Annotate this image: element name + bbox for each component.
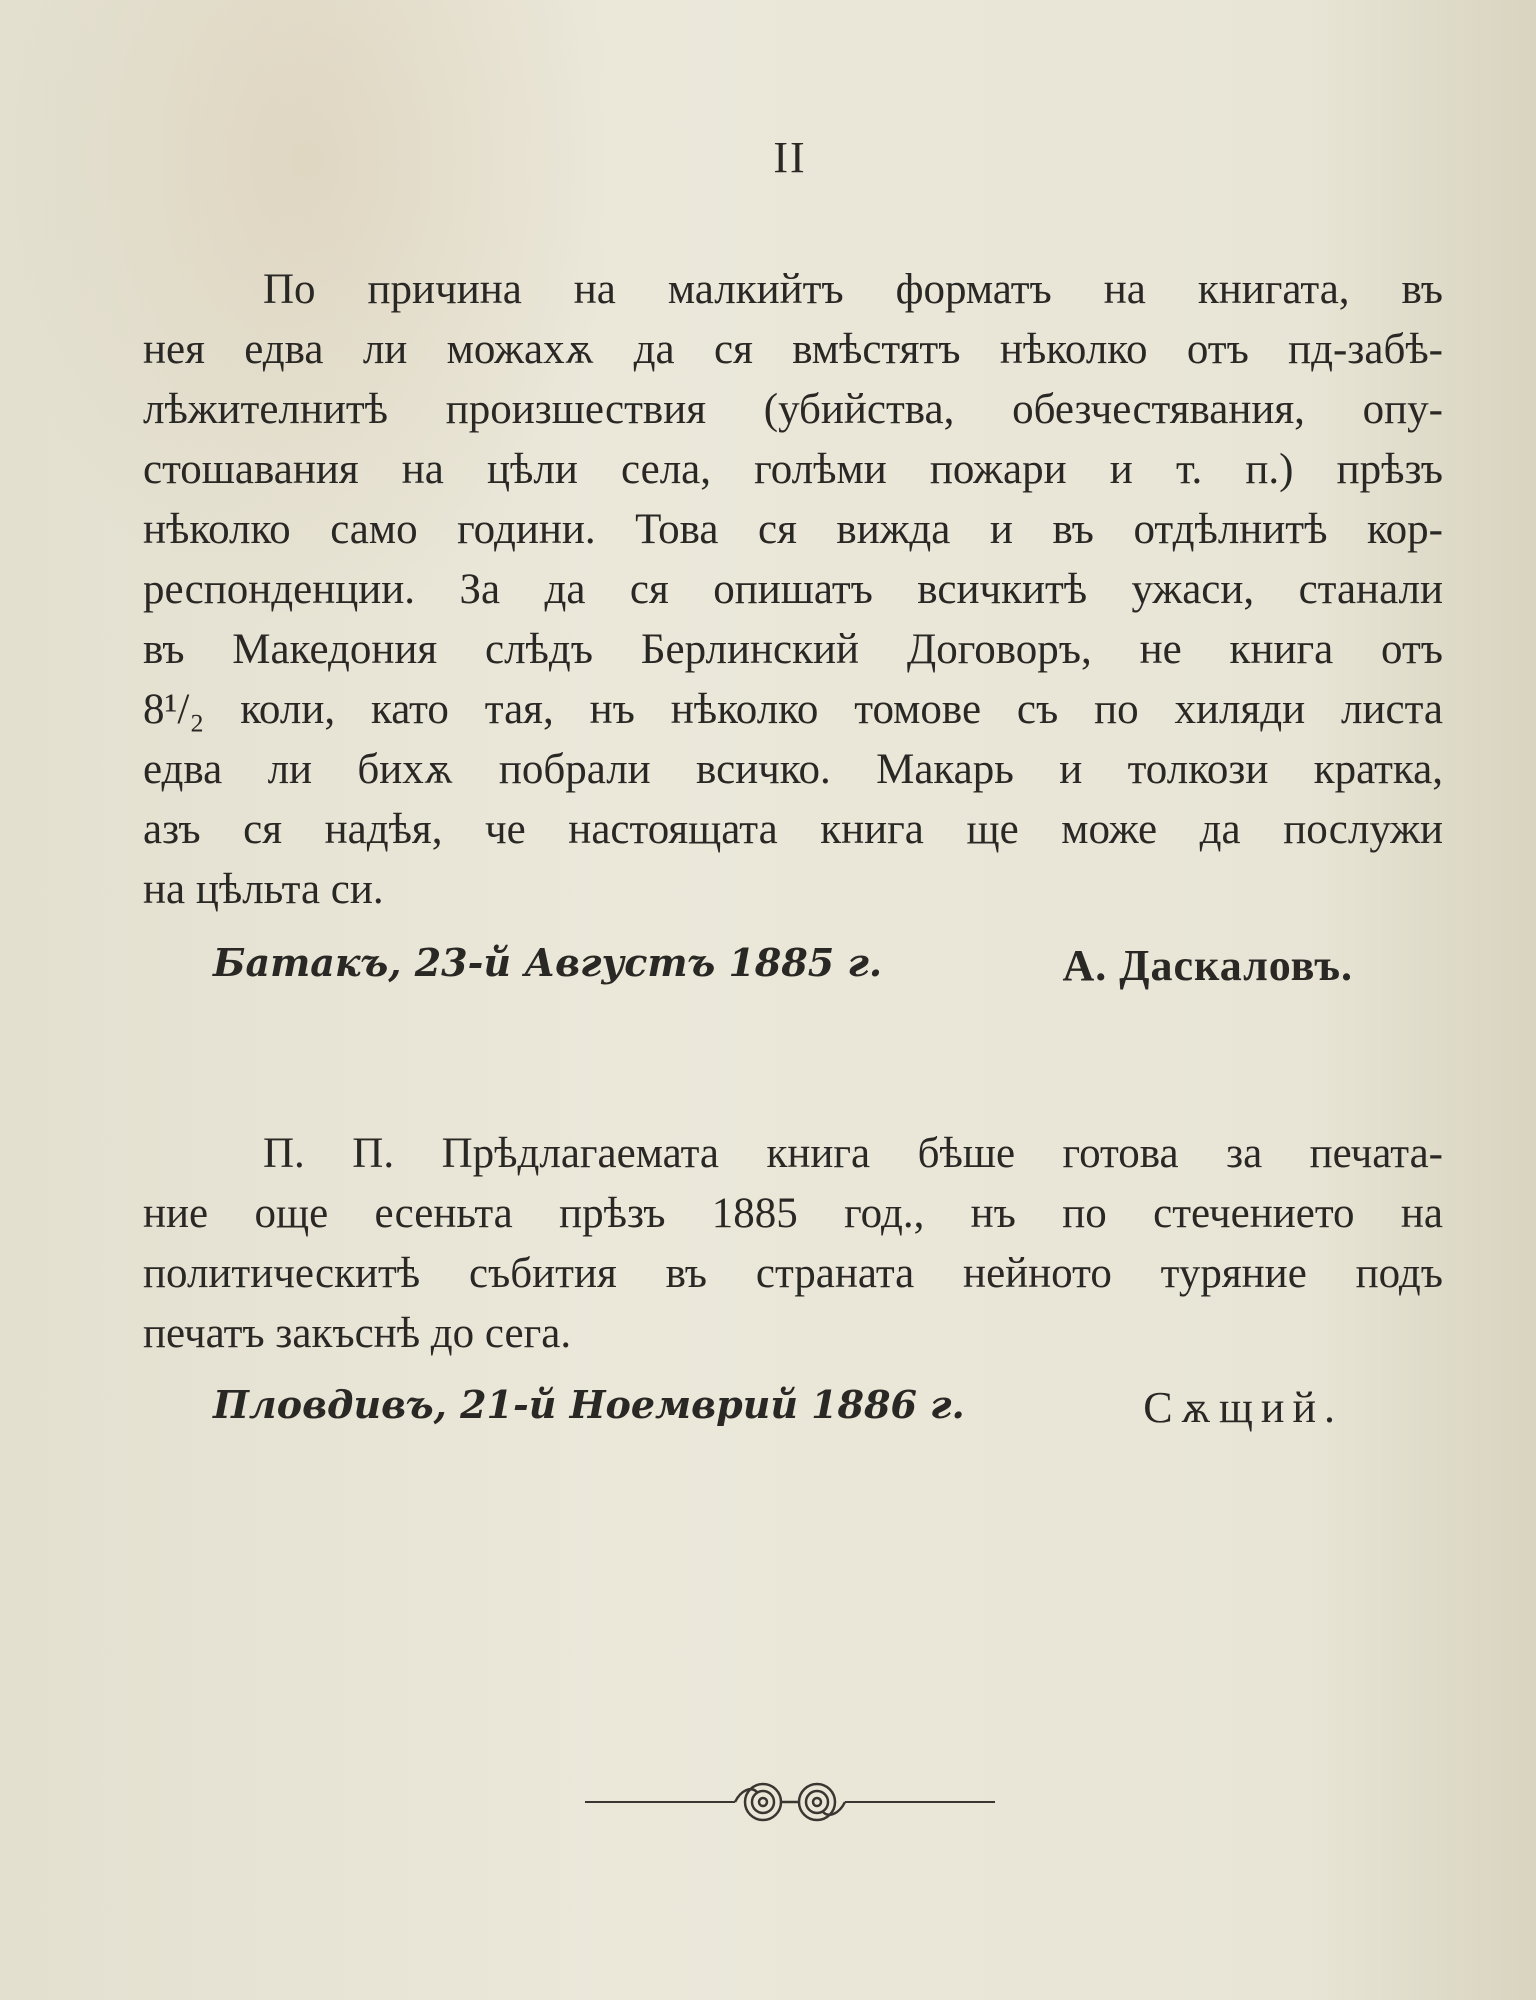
- author-name: Сѫщий.: [1143, 1383, 1343, 1432]
- page-number: II: [773, 133, 807, 182]
- preface-paragraph: [143, 260, 1443, 920]
- text-line: 8¹/₂ коли, като тая, нъ нѣколко томове съ по хиляди листа: [143, 686, 1443, 733]
- place-date: Батакъ, 23-й Августъ 1885 г.: [213, 940, 883, 985]
- text-line: на цѣльта си.: [143, 866, 384, 913]
- text-line: печатъ закъснѣ до сега.: [143, 1310, 572, 1357]
- text-line: политическитѣ събития въ страната нейното туряние подъ: [143, 1250, 1443, 1297]
- ornament-divider: [585, 1772, 995, 1832]
- text-line: въ Македония слѣдъ Берлинский Договоръ, не книга отъ: [143, 626, 1443, 673]
- text-line: едва ли бихѫ побрали всичко. Макарь и толкози кратка,: [143, 746, 1443, 793]
- postscript-paragraph: [143, 1124, 1443, 1364]
- signature-block: [213, 1382, 1393, 1442]
- text-line: П. П. Прѣдлагаемата книга бѣше готова за печата-: [263, 1130, 1443, 1177]
- text-line: лѣжителнитѣ произшествия (убийства, обезчестявания, опу-: [143, 386, 1443, 433]
- signature-block: [213, 940, 1393, 1000]
- text-line: По причина на малкийтъ форматъ на книгата, въ: [263, 266, 1443, 313]
- author-name: А. Даскаловъ.: [1062, 941, 1353, 990]
- text-line: ние още есеньта прѣзъ 1885 год., нъ по стечението на: [143, 1190, 1443, 1237]
- place-date: Пловдивъ, 21-й Ноемврий 1886 г.: [213, 1382, 965, 1427]
- text-line: респонденции. За да ся опишатъ всичкитѣ ужаси, станали: [143, 566, 1443, 613]
- text-line: нея едва ли можахѫ да ся вмѣстятъ нѣколко отъ пд-забѣ-: [143, 326, 1443, 373]
- text-line: стошавания на цѣли села, голѣми пожари и т. п.) прѣзъ: [143, 446, 1443, 493]
- text-line: азъ ся надѣя, че настоящата книга ще може да послужи: [143, 806, 1443, 853]
- text-line: нѣколко само години. Това ся вижда и въ отдѣлнитѣ кор-: [143, 506, 1443, 553]
